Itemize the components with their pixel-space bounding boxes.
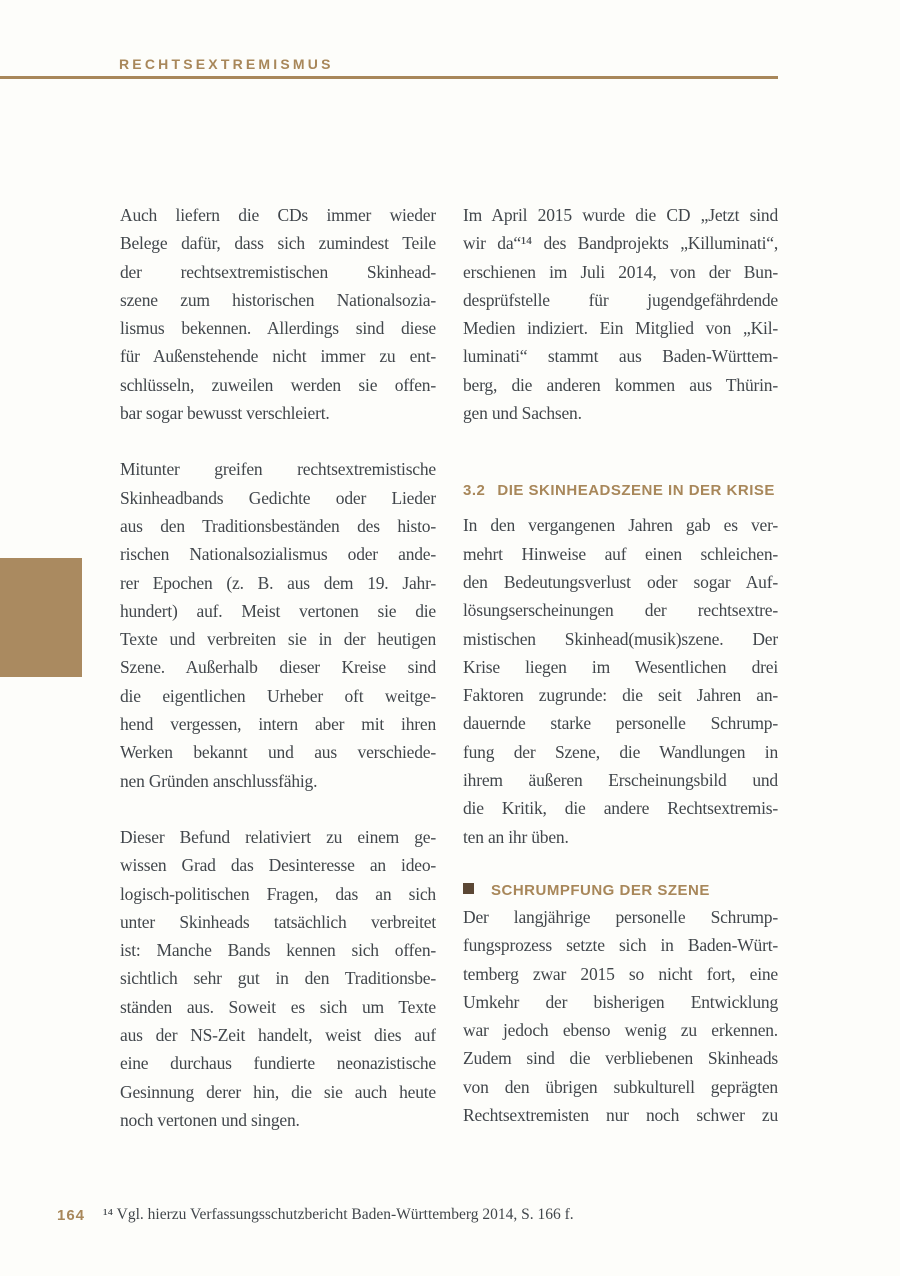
text-line: noch vertonen und singen. [120,1109,300,1130]
left-text-column [120,201,436,1134]
text-line: aus den Traditionsbeständen des histo- [120,515,436,536]
text-line: In den vergangenen Jahren gab es ver- [463,515,778,536]
text-line: Gesinnung derer hin, die sie auch heute [120,1081,436,1102]
text-line: logisch-politischen Fragen, das an sich [120,883,436,904]
text-line: den Bedeutungsverlust oder sogar Auf- [463,571,778,592]
text-line: Mitunter greifen rechtsextremistische [120,459,436,480]
text-line: Werken bekannt und aus verschiede- [120,742,436,763]
text-line: gen und Sachsen. [463,403,582,424]
text-line: die eigentlichen Urheber oft weitge- [120,685,436,706]
text-line: hundert) auf. Meist vertonen sie die [120,600,436,621]
text-line: nen Gründen anschlussfähig. [120,770,318,791]
paragraph [463,903,778,1129]
paragraph [120,455,436,795]
text-line: war jedoch ebenso wenig zu erkennen. [463,1020,778,1041]
text-line: Auch liefern die CDs immer wieder [120,205,436,225]
text-line: Rechtsextremisten nur noch schwer zu [463,1105,778,1126]
text-line: bar sogar bewusst verschleiert. [120,403,330,424]
subsection-heading-label: SCHRUMPFUNG DER SZENE [491,881,710,899]
text-line: Skinheadbands Gedichte oder Lieder [120,487,436,508]
text-line: wir da“¹⁴ des Bandprojekts „Killuminati“, [463,233,778,254]
text-line: ist: Manche Bands kennen sich offen- [120,940,436,961]
text-line: temberg zwar 2015 so nicht fort, eine [463,963,778,984]
text-line: ten an ihr üben. [463,826,569,847]
text-line: Dieser Befund relativiert zu einem ge- [120,826,436,847]
text-line: desprüfstelle für jugendgefährdende [463,289,778,310]
text-line: fung der Szene, die Wandlungen in [463,741,778,762]
text-line: Krise liegen im Wesentlichen drei [463,656,778,677]
text-line: für Außenstehende nicht immer zu ent- [120,346,436,367]
text-line: Medien indiziert. Ein Mitglied von „Kil- [463,318,778,339]
text-line: dauernde starke personelle Schrump- [463,713,778,734]
paragraph [120,201,436,427]
text-line: die Kritik, die andere Rechtsextremis- [463,798,778,819]
text-line: rischen Nationalsozialismus oder ande- [120,544,436,565]
text-line: Im April 2015 wurde die CD „Jetzt sind [463,205,778,225]
text-line: aus der NS-Zeit handelt, weist dies auf [120,1025,436,1046]
text-line: berg, die anderen kommen aus Thürin- [463,374,778,395]
text-line: ihrem äußeren Erscheinungsbild und [463,770,778,791]
square-bullet-icon [463,883,474,894]
page-number: 164 [57,1207,86,1224]
text-line: Szene. Außerhalb dieser Kreise sind [120,657,436,678]
paragraph [463,201,778,427]
text-line: ständen aus. Soweit es sich um Texte [120,996,436,1017]
text-line: mehrt Hinweise auf einen schleichen- [463,543,778,564]
text-line: Belege dafür, dass sich zumindest Teile [120,233,436,254]
text-line: Umkehr der bisherigen Entwicklung [463,991,778,1012]
section-number: 3.2 [463,482,486,500]
text-line: wissen Grad das Desinteresse an ideo- [120,855,436,876]
text-line: Zudem sind die verbliebenen Skinheads [463,1048,778,1069]
text-line: schlüsseln, zuweilen werden sie offen- [120,374,436,395]
right-text-column [463,201,778,1129]
footnote: ¹⁴ Vgl. hierzu Verfassungsschutzbericht Baden-Württemberg 2014, S. 166 f. [103,1206,574,1223]
section-heading-label: DIE SKINHEADSZENE IN DER KRISE [497,482,775,500]
running-header-title: RECHTSEXTREMISMUS [119,56,334,72]
text-line: fungsprozess setzte sich in Baden-Würt- [463,935,778,956]
text-line: erschienen im Juli 2014, von der Bun- [463,261,778,282]
section-heading [463,481,778,501]
text-line: sichtlich sehr gut in den Traditionsbe- [120,968,436,989]
text-line: lösungserscheinungen der rechtsextre- [463,600,778,621]
subsection-heading [463,881,778,901]
text-line: Faktoren zugrunde: die seit Jahren an- [463,685,778,706]
text-line: von den übrigen subkulturell geprägten [463,1076,778,1097]
chapter-margin-tab [0,558,82,677]
text-line: der rechtsextremistischen Skinhead- [120,261,436,282]
paragraph [463,511,778,851]
text-line: rer Epochen (z. B. aus dem 19. Jahr- [120,572,436,593]
text-line: szene zum historischen Nationalsozia- [120,289,436,310]
text-line: unter Skinheads tatsächlich verbreitet [120,911,436,932]
header-rule [0,76,778,79]
text-line: lismus bekennen. Allerdings sind diese [120,318,436,339]
text-line: Der langjährige personelle Schrump- [463,906,778,927]
text-line: hend vergessen, intern aber mit ihren [120,714,436,735]
text-line: eine durchaus fundierte neonazistische [120,1053,436,1074]
paragraph [120,823,436,1134]
text-line: Texte und verbreiten sie in der heutigen [120,629,436,650]
text-line: mistischen Skinhead(musik)szene. Der [463,628,778,649]
text-line: luminati“ stammt aus Baden-Württem- [463,346,778,367]
